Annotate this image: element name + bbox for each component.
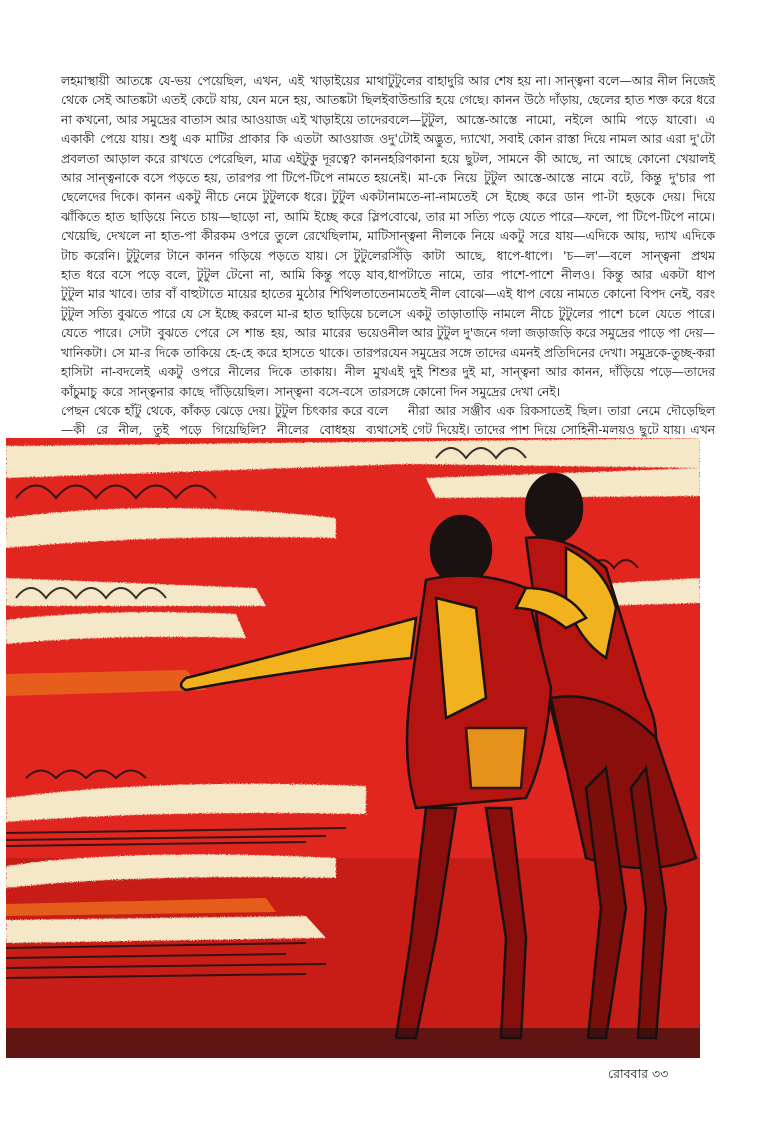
paragraph: টুটুলের বাহাদুরি আর শেষ হয় না। সান্ত্বনা বলে—আর নীল নিজেই বাউন্ডারি হয়ে গেছে। কানন উঠে দাঁড়ায়, ছেলের হাত শক্ত করে ধরে বলে—টুটুল, আস্তে-আস্তে নামো, নইলে আমি পড়ে যাবো। এ দু'টোই অদ্ভুত, দ্যাখো, সবাই কোন রাস্তা দিয়ে নামল আর এরা দু'টো হরিণকানা হয়ে ছুটল, সামনে কী আছে, না আছে কোনো খেয়ালই নেই। মা-কে নিয়ে টুটুল আস্তে-আস্তে নামে বটে, কিন্তু দু'চার পা নামতে-না-নামতেই সে ইচ্ছে করে ডান পা-টা হড়কে দেয়। দিয়ে বোঝে, তার মা সত্যি পড়ে যেতে পারে—ফলে, পা টিপে-টিপে নামে। সান্ত্বনা নীলকে নিয়ে একটু সরে যায়—এদিকে আয়, দ্যাখ এদিকে সিঁড়ি কাটা আছে, ধাপে-ধাপে। 'চ—ল'—বলে সান্ত্বনা প্রথম ধাপটাতে নামে, তার পাশে-পাশে নীলও। কিন্তু আর একটা ধাপ নামতেই নীল বোঝে—এই ধাপ বেয়ে নামতে কোনো বিপদ নেই, বরং সে একটু তাড়াতাড়ি নামলে নীচে টুটুলের পাশে চলে যেতে পারে। নীল আর টুটুল দু'জনে গলা জড়াজড়ি করে সমুদ্রের পাড়ে পা দেয়—যেন সমুদ্রের সঙ্গে তাদের এমনই প্রতিদিনের দেখা। সমুদ্রকে-তুচ্ছ-করা এই দুই শিশুর দুই মা, সান্ত্বনা আর কানন, দাঁড়িয়ে পড়ে—তাদের সঙ্গে কোনো দিন সমুদ্রের দেখা নেই। [388, 74, 716, 399]
article-column-left [61, 72, 388, 480]
page-footer: রোববার ৩৩ [608, 1066, 669, 1081]
article-column-right [388, 72, 715, 460]
story-illustration [6, 438, 700, 1058]
ground [6, 1028, 700, 1058]
paragraph: নীরা আর সঞ্জীব এক রিকসাতেই ছিল। তারা নেমে দৌড়েছিল সেই গেট দিয়েই। তাদের পাশ দিয়ে সোহিনী-মলয়ও ছুটে যায়। এখন [388, 403, 715, 438]
paragraph: লহমাস্থায়ী আতঙ্কে যে-ভয় পেয়েছিল, এখন, এই খাড়াইয়ের মাথা থেকে সেই আতঙ্কটা এতই কেটে যায়, যেন মনে হয়, আতঙ্কটা ছিলই না কখনো, আর সমুদ্রের বাতাস আর আওয়াজ এই খাড়াইয়ে তাদের একাকী পেয়ে যায়। শুধু এক মাটির প্রাকার কি এতটা আওয়াজ ও প্রবলতা আড়াল করে রাখতে পেরেছিল, মাত্র এইটুকু দূরত্বে? কানন আর সান্ত্বনাকে বসে পড়তে হয়, তারপর পা টিপে-টিপে নামতে হয় ছেলেদের দিকে। কানন একটু নীচে নেমে টুটুলকে ধরে। টুটুল একটা ঝাঁকিতে হাত ছাড়িয়ে নিতে চায়—ছাড়ো না, আমি ইচ্ছে করে স্লিপ খেয়েছি, দেখলে না হাত-পা কীরকম ওপরে তুলে রেখেছিলাম, মাটি টাচ করেনি। টুটুলের টানে কানন গড়িয়ে পড়তে যায়। সে টুটুলের হাত ধরে বসে পড়ে বলে, টুটুল টেনো না, আমি কিন্তু পড়ে যাব, টুটুল মার খাবে। তার বাঁ বাহুটাতে মায়ের হাতের মুঠোর শিথিলতাতে টুটুল সত্যি বুঝতে পারে যে সে ইচ্ছে করলে মা-র হাত ছাড়িয়ে চলে যেতে পারে। সেটা বুঝতে পেরে সে শান্ত হয়, আর মারের ভয়েও খানিকটা। সে মা-র দিকে তাকিয়ে হে-হে করে হাসতে থাকে। তারপর হাসিটা না-বদলেই একটু ওপরে নীলের দিকে তাকায়। নীল মুখ কাঁচুমাচু করে সান্ত্বনার কাছে দাঁড়িয়েছিল। সান্ত্বনা বসে-বসে তার পেছন থেকে হাঁটু থেকে, কাঁকড় ঝেড়ে দেয়। টুটুল চিৎকার করে বলে—কী রে নীল, তুই পড়ে গিয়েছিলি? নীলের বোধহয় ব্যথা [61, 74, 388, 438]
